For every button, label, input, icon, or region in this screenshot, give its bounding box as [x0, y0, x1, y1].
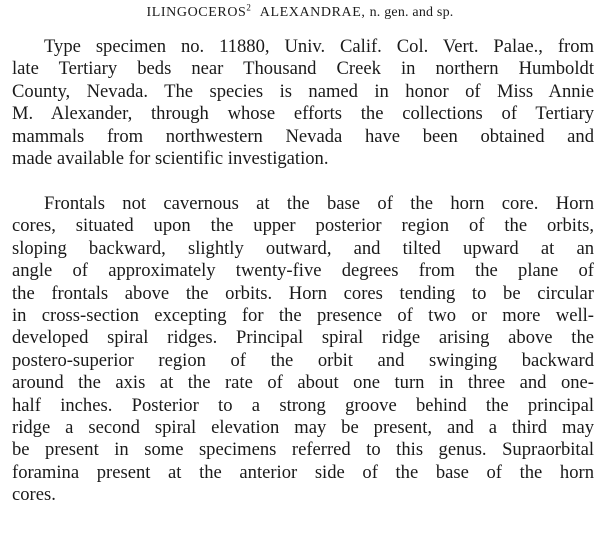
paragraph-line: be present in some specimens referred to this genus. Supraorbital	[12, 439, 594, 461]
type-specimen-paragraph	[12, 36, 594, 170]
page-crop-edge	[0, 551, 600, 560]
description-paragraph	[12, 193, 594, 506]
genus-name: ILINGOCEROS	[146, 5, 247, 20]
paragraph-line: mammals from northwestern Nevada have been obtained and	[12, 125, 594, 147]
paragraph-line: the frontals above the orbits. Horn cores tending to be circular	[12, 282, 594, 304]
paragraph-line: angle of approximately twenty-five degrees from the plane of	[12, 260, 594, 282]
paragraph-line: Type specimen no. 11880, Univ. Calif. Col. Vert. Palae., from	[44, 36, 594, 57]
paragraph-line: cores.	[12, 484, 56, 506]
paragraph-line: postero-superior region of the orbit and swinging backward	[12, 349, 594, 371]
paragraph-line: half inches. Posterior to a strong groove behind the principal	[12, 394, 594, 416]
paragraph-line: County, Nevada. The species is named in honor of Miss Annie	[12, 80, 594, 102]
paragraph-line: foramina present at the anterior side of the base of the horn	[12, 461, 594, 483]
paragraph-line: Frontals not cavernous at the base of the horn core. Horn	[44, 193, 594, 214]
paragraph-line: in cross-section excepting for the presence of two or more well-	[12, 304, 594, 326]
species-name: ALEXANDRAE,	[259, 5, 366, 20]
taxon-note: n. gen. and sp.	[369, 5, 454, 20]
species-heading	[0, 4, 600, 22]
paragraph-line: M. Alexander, through whose efforts the collections of Tertiary	[12, 103, 594, 125]
paragraph-line: late Tertiary beds near Thousand Creek in northern Humboldt	[12, 58, 594, 80]
paragraph-line: sloping backward, slightly outward, and tilted upward at an	[12, 237, 594, 259]
paragraph-line: cores, situated upon the upper posterior region of the orbits,	[12, 215, 594, 237]
paragraph-line: ridge a second spiral elevation may be present, and a third may	[12, 416, 594, 438]
paragraph-line: developed spiral ridges. Principal spiral ridge arising above the	[12, 327, 594, 349]
paragraph-line: around the axis at the rate of about one turn in three and one-	[12, 372, 594, 394]
footnote-marker: 2	[246, 2, 252, 13]
paragraph-line: made available for scientific investigation.	[12, 147, 329, 169]
